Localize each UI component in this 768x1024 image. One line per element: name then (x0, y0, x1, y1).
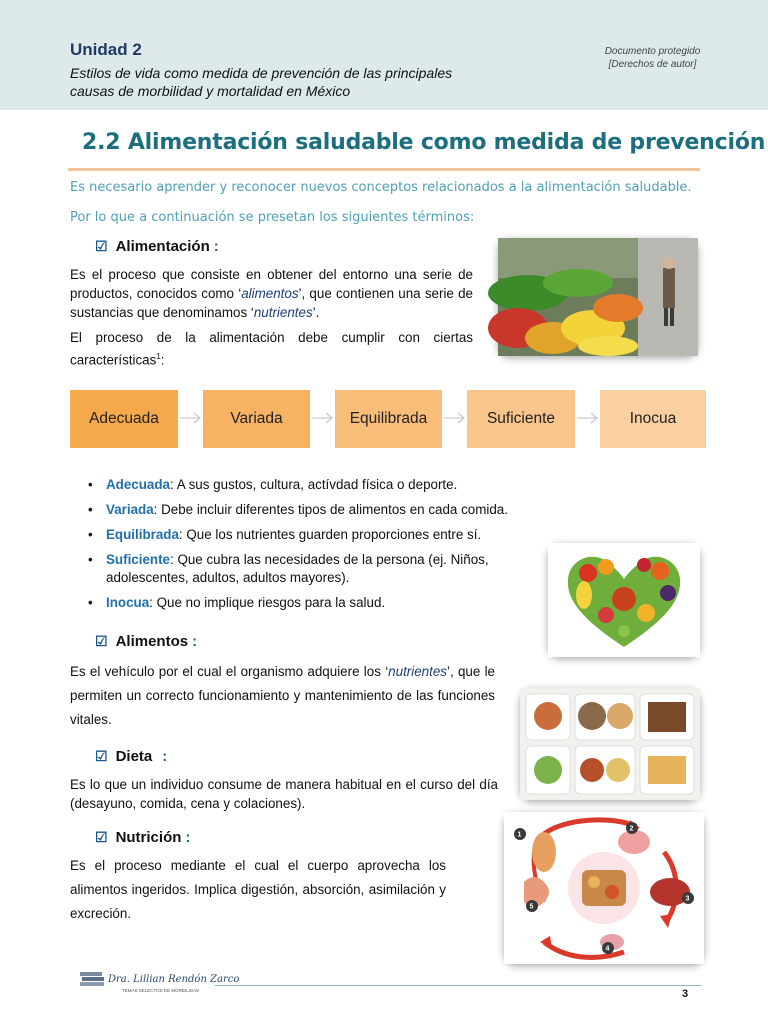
text-fragment: ’, que contienen una serie de sustancias que denominamos ‘ (70, 286, 473, 320)
bullet-text: : Que cubra las necesidades de la persona (ej. Niños, adolescentes, adultos, adultos mayores). (106, 552, 489, 585)
bullet-keyword: Equilibrada (106, 527, 179, 542)
term-colon: : (192, 633, 198, 650)
checkbox-icon: ☑ (95, 238, 108, 254)
flow-step-adecuada (70, 390, 178, 448)
keyword-nutrientes: nutrientes (253, 305, 313, 320)
arrow-right-icon (444, 412, 466, 424)
diagram-number: 1 (517, 831, 522, 839)
term-alimentacion (95, 238, 219, 255)
copyright-notice (570, 45, 735, 71)
flow-step-suficiente (467, 390, 575, 448)
bullet-text: : Que los nutrientes guarden proporciones entre sí. (178, 527, 482, 542)
step-label: Inocua (629, 410, 677, 427)
step-label: Adecuada (89, 410, 159, 427)
step-label: Equilibrada (349, 410, 428, 427)
protected-line: Documento protegido (604, 46, 701, 57)
checkbox-icon: ☑ (95, 829, 108, 845)
flow-step-inocua (600, 390, 706, 448)
title-divider (68, 168, 700, 171)
term-nutricion (95, 829, 190, 846)
term-alimentos (95, 633, 197, 650)
bullet-keyword: Variada (106, 502, 154, 517)
keyword-alimentos: alimentos (241, 286, 299, 301)
term-dieta (95, 748, 167, 765)
text-fragment: Es el vehículo por el cual el organismo adquiere los ‘ (70, 664, 389, 679)
term-colon: : (185, 829, 191, 846)
text-fragment: ’, que le permiten un correcto funcionamiento y mantenimiento de las funciones vitales. (70, 664, 495, 727)
author-logo (78, 962, 240, 1006)
diagram-number: 4 (605, 945, 610, 953)
page-header (0, 0, 768, 110)
intro-line-1: Es necesario aprender y reconocer nuevos conceptos relacionados a la alimentación saludable. (70, 180, 692, 195)
list-item (88, 501, 543, 519)
intro-line-2: Por lo que a continuación se presetan los siguientes términos: (70, 210, 475, 225)
dieta-definition: Es lo que un individuo consume de manera habitual en el curso del día (desayuno, comida, cena y colaciones). (70, 777, 498, 811)
rights-line: [Derechos de autor] (608, 59, 697, 70)
footnote-ref: 1 (156, 352, 161, 361)
bullet-keyword: Adecuada (106, 477, 170, 492)
section-title: 2.2 Alimentación saludable como medida de prevención (82, 130, 766, 155)
list-item (88, 594, 543, 612)
list-item (88, 551, 543, 587)
arrow-right-icon (577, 412, 599, 424)
author-subtitle: TEMAS SELECTOS DE MORBILIDAD (122, 988, 200, 993)
term-colon: : (213, 238, 219, 255)
text-fragment: ’. (312, 305, 320, 320)
arrow-right-icon (312, 412, 334, 424)
term-label: Alimentos (115, 633, 189, 650)
step-label: Variada (230, 410, 283, 427)
characteristics-list (88, 476, 543, 619)
bullet-keyword: Inocua (106, 595, 150, 610)
bullet-text: : A sus gustos, cultura, actívdad física o deporte. (170, 477, 458, 492)
footer-divider (215, 985, 701, 986)
bullet-text: : Que no implique riesgos para la salud. (149, 595, 386, 610)
fruit-heart-photo (548, 543, 700, 657)
list-item (88, 526, 543, 544)
nutricion-definition: Es el proceso mediante el cual el cuerpo aprovecha los alimentos ingeridos. Implica digestión, absorción, asimilación y excreción. (70, 858, 446, 921)
keyword-nutrientes: nutrientes (388, 664, 447, 679)
market-photo (498, 238, 698, 356)
diagram-number: 2 (629, 825, 634, 833)
author-name: Dra. Lillian Rendón Zarco (108, 974, 240, 985)
checkbox-icon: ☑ (95, 748, 108, 764)
text-fragment: : (160, 352, 165, 368)
arrow-right-icon (180, 412, 202, 424)
checkbox-icon: ☑ (95, 633, 108, 649)
flow-step-variada (203, 390, 310, 448)
text-fragment: Es el proceso que consiste en obtener del entorno una serie de productos, conocidos como ‘ (70, 267, 473, 301)
diagram-number: 3 (685, 895, 690, 903)
bullet-text: : Debe incluir diferentes tipos de alimentos en cada comida. (153, 502, 508, 517)
page-number: 3 (682, 988, 689, 1000)
digestion-diagram (504, 812, 704, 964)
flow-step-equilibrada (335, 390, 442, 448)
bullet-keyword: Suficiente (106, 552, 170, 567)
term-label: Alimentación (115, 238, 210, 255)
alimentacion-definition (70, 265, 473, 322)
alimentacion-characteristics (70, 328, 473, 369)
alimentos-definition (70, 660, 495, 732)
list-item (88, 476, 543, 494)
meal-trays-photo (520, 688, 700, 800)
unit-subtitle: Estilos de vida como medida de prevención de las principales causas de morbilidad y mortalidad en México (70, 65, 453, 99)
step-label: Suficiente (486, 410, 556, 427)
term-colon: : (162, 748, 168, 765)
term-label: Nutrición (115, 829, 182, 846)
diagram-number: 5 (529, 903, 534, 911)
unit-title: Unidad 2 (70, 40, 142, 59)
text-fragment: El proceso de la alimentación debe cumplir con ciertas características (70, 330, 473, 368)
term-label: Dieta (115, 748, 153, 765)
